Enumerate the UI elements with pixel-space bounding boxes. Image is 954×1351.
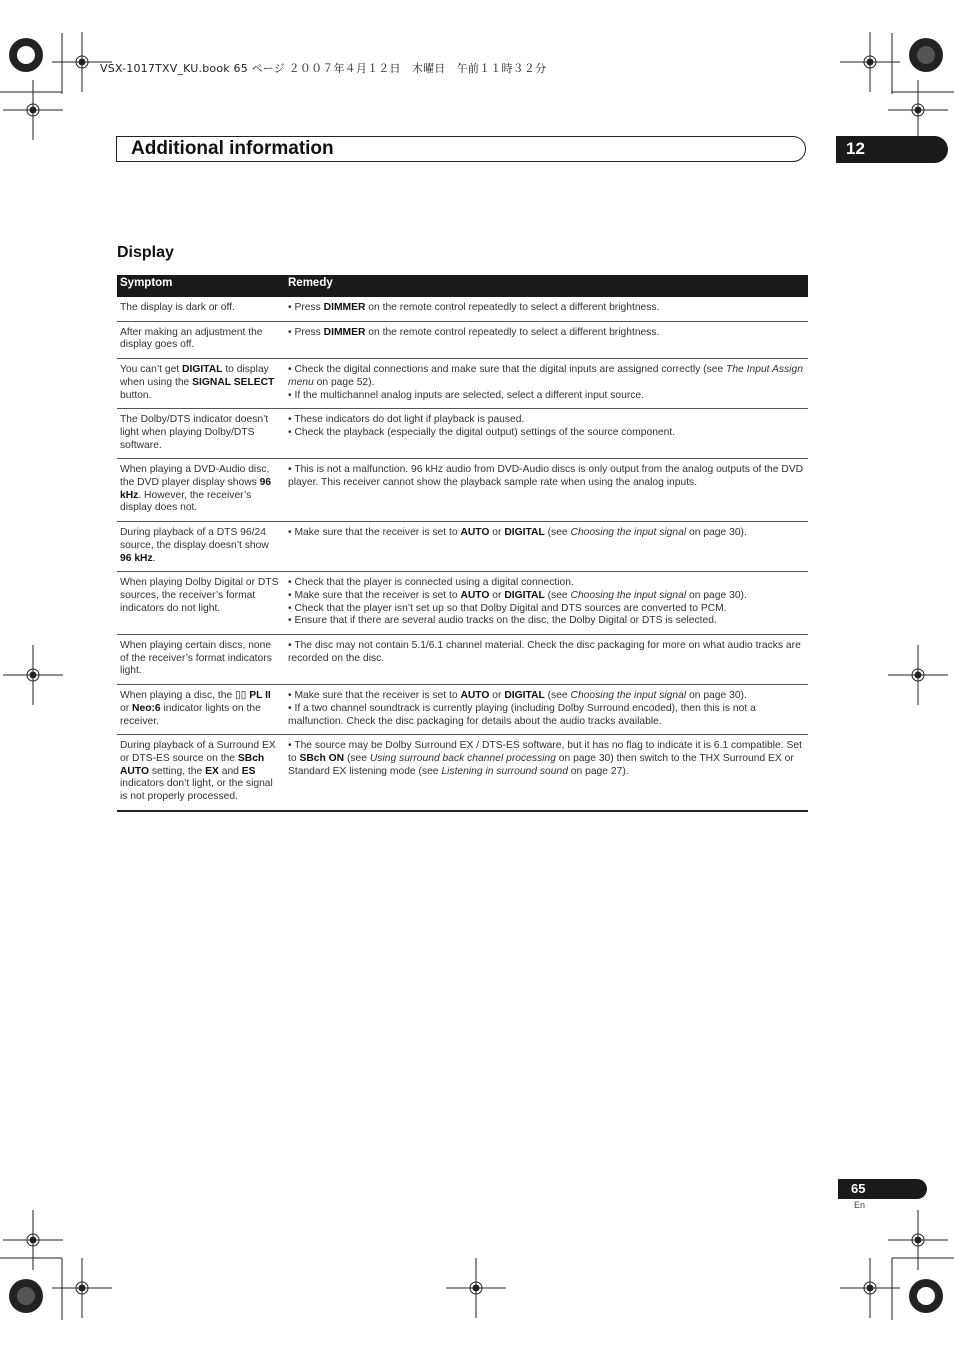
- remedy-bullet: [288, 327, 805, 340]
- text-run: indicators don’t light, or the signal is not properly processed.: [120, 778, 273, 803]
- text-run: on page 30) then switch to the THX Surround EX or Standard EX listening mode (see: [288, 752, 794, 777]
- table-row: [117, 409, 808, 459]
- remedy-bullet: [288, 464, 805, 489]
- bold-text: DIMMER: [323, 302, 366, 313]
- text-run: on page 30).: [686, 527, 747, 539]
- text-run: • Make sure that the receiver is set to: [288, 589, 461, 601]
- text-run: or: [120, 702, 133, 714]
- text-run: and: [218, 765, 242, 777]
- text-run: .: [152, 552, 156, 564]
- remedy-header: Remedy: [285, 275, 808, 297]
- section-title: Display: [117, 244, 174, 261]
- symptom-cell: [117, 685, 285, 735]
- text-run: • The disc may not contain 5.1/6.1 channel material. Check the disc packaging for more on what audio tracks are recorded on the disc.: [288, 640, 801, 664]
- text-run: or: [489, 589, 505, 601]
- text-run: • Press: [288, 302, 324, 313]
- remedy-cell: [285, 735, 808, 811]
- text-run: (see: [544, 589, 571, 601]
- bold-text: SBch ON: [299, 752, 345, 764]
- text-run: You can’t get: [120, 364, 183, 376]
- text-run: • Ensure that if there are several audio tracks on the disc, the Dolby Digital or DTS is selected.: [288, 615, 717, 627]
- text-run: (see: [544, 527, 571, 539]
- remedy-bullet: [288, 577, 805, 590]
- text-run: on page 27).: [567, 765, 629, 777]
- page-language: En: [854, 1200, 866, 1210]
- text-run: setting, the: [149, 765, 206, 777]
- remedy-cell: [285, 572, 808, 635]
- remedy-bullet: [288, 590, 805, 603]
- text-run: When playing a DVD-Audio disc, the DVD player display shows: [120, 464, 270, 489]
- remedy-cell: [285, 685, 808, 735]
- text-run: • Make sure that the receiver is set to: [288, 690, 461, 702]
- remedy-bullet: [288, 603, 805, 616]
- symptom-cell: [117, 297, 285, 321]
- bold-text: SBch AUTO: [120, 752, 265, 777]
- table-row: [117, 685, 808, 735]
- text-run: on the remote control repeatedly to select a different brightness.: [365, 326, 660, 338]
- text-run: When playing Dolby Digital or DTS sources, the receiver’s format indicators do not light.: [120, 577, 279, 614]
- table-row: [117, 572, 808, 635]
- page-number: 65: [851, 1181, 866, 1196]
- bold-text: Neo:6: [132, 702, 161, 714]
- bold-text: DIGITAL: [182, 364, 223, 376]
- italic-text: The Input Assign menu: [288, 364, 803, 388]
- text-run: When playing certain discs, none of the receiver’s format indicators light.: [120, 640, 272, 677]
- remedy-cell: [285, 635, 808, 685]
- chapter-number: 12: [846, 139, 865, 158]
- remedy-bullet: [288, 640, 805, 665]
- text-run: • If a two channel soundtrack is currently playing (including Dolby Surround encoded), then this is not a malfunction. Check the disc packaging for details about the audio tracks available.: [288, 702, 756, 727]
- italic-text: Choosing the input signal: [570, 690, 687, 702]
- remedy-bullet: [288, 302, 805, 315]
- remedy-cell: [285, 409, 808, 459]
- text-run: or: [489, 690, 505, 702]
- table-row: [117, 359, 808, 409]
- italic-text: Choosing the input signal: [570, 527, 687, 539]
- symptom-cell: [117, 735, 285, 811]
- symptom-cell: [117, 572, 285, 635]
- table-row: [117, 735, 808, 811]
- bold-text: AUTO: [460, 690, 490, 702]
- text-run: • Check that the player isn’t set up so that Dolby Digital and DTS sources are converted to PCM.: [288, 602, 727, 614]
- bold-text: DIGITAL: [504, 690, 545, 702]
- text-run: • The source may be Dolby Surround EX / DTS-ES software, but it has no flag to indicate it is 6.1 compatible. Set to: [288, 740, 802, 764]
- text-run: (see: [544, 690, 571, 702]
- text-run: • Press: [288, 326, 324, 338]
- remedy-bullet: [288, 615, 805, 628]
- italic-text: Listening in surround sound: [441, 765, 568, 777]
- bold-text: ▯▯ PL II: [235, 690, 271, 702]
- bold-text: AUTO: [460, 589, 490, 601]
- symptom-cell: [117, 635, 285, 685]
- remedy-cell: [285, 297, 808, 321]
- remedy-cell: [285, 359, 808, 409]
- text-run: • Check the playback (especially the digital output) settings of the source component.: [288, 426, 676, 438]
- text-run: • Check the digital connections and make sure that the digital inputs are assigned correctly (see: [288, 364, 727, 376]
- bold-text: AUTO: [460, 527, 490, 539]
- bold-text: ES: [241, 765, 256, 777]
- table-header-row: [117, 275, 808, 297]
- remedy-bullet: [288, 690, 805, 703]
- remedy-cell: [285, 459, 808, 522]
- text-run: (see: [344, 752, 370, 764]
- symptom-cell: [117, 522, 285, 572]
- table-row: [117, 321, 808, 358]
- text-run: or: [489, 527, 505, 539]
- remedy-bullet: [288, 740, 805, 778]
- text-run: • Make sure that the receiver is set to: [288, 527, 461, 539]
- italic-text: Choosing the input signal: [570, 589, 687, 601]
- text-run: • This is not a malfunction. 96 kHz audio from DVD-Audio discs is only output from the analog outputs of the DVD player. This receiver cannot show the playback sample rate when using the analog inputs.: [288, 464, 804, 489]
- table-row: [117, 635, 808, 685]
- text-run: on page 30).: [686, 589, 747, 601]
- table-row: [117, 297, 808, 321]
- remedy-bullet: [288, 427, 805, 440]
- bold-text: DIGITAL: [504, 589, 545, 601]
- remedy-bullet: [288, 414, 805, 427]
- remedy-cell: [285, 522, 808, 572]
- italic-text: Using surround back channel processing: [369, 752, 556, 764]
- text-run: indicator lights on the receiver.: [120, 702, 261, 727]
- symptom-cell: [117, 321, 285, 358]
- text-run: After making an adjustment the display goes off.: [120, 326, 263, 351]
- remedy-bullet: [288, 703, 805, 728]
- text-run: on the remote control repeatedly to select a different brightness.: [365, 302, 660, 313]
- bold-text: DIGITAL: [504, 527, 545, 539]
- symptom-cell: [117, 359, 285, 409]
- symptom-cell: [117, 459, 285, 522]
- text-run: • If the multichannel analog inputs are selected, select a different input source.: [288, 389, 645, 401]
- chapter-title: Additional information: [131, 138, 334, 159]
- bold-text: 96 kHz: [120, 552, 153, 564]
- text-run: During playback of a DTS 96/24 source, the display doesn’t show: [120, 527, 269, 551]
- remedy-bullet: [288, 390, 805, 403]
- troubleshooting-table: [117, 275, 808, 812]
- text-run: The display is dark or off.: [120, 302, 235, 313]
- remedy-cell: [285, 321, 808, 358]
- symptom-cell: [117, 409, 285, 459]
- text-run: to display when using the: [120, 364, 269, 388]
- bold-text: EX: [205, 765, 219, 777]
- bold-text: DIMMER: [323, 326, 366, 338]
- text-run: • These indicators do dot light if playback is paused.: [288, 414, 525, 426]
- text-run: on page 52).: [313, 376, 375, 388]
- print-header: VSX-1017TXV_KU.book 65 ページ ２００７年４月１２日 木曜日 午前１１時３２分: [100, 62, 547, 75]
- text-run: • Check that the player is connected using a digital connection.: [288, 577, 574, 589]
- remedy-bullet: [288, 364, 805, 389]
- table-row: [117, 459, 808, 522]
- text-run: During playback of a Surround EX or DTS-ES source on the: [120, 740, 276, 764]
- text-run: on page 30).: [686, 690, 747, 702]
- remedy-bullet: [288, 527, 805, 540]
- bold-text: SIGNAL SELECT: [192, 376, 275, 388]
- text-run: . However, the receiver’s display does not.: [120, 489, 252, 514]
- text-run: button.: [120, 389, 152, 401]
- bold-text: 96 kHz: [120, 477, 272, 501]
- text-run: The Dolby/DTS indicator doesn’t light when playing Dolby/DTS software.: [120, 414, 269, 451]
- symptom-header: Symptom: [117, 275, 285, 297]
- text-run: When playing a disc, the: [120, 690, 236, 702]
- table-row: [117, 522, 808, 572]
